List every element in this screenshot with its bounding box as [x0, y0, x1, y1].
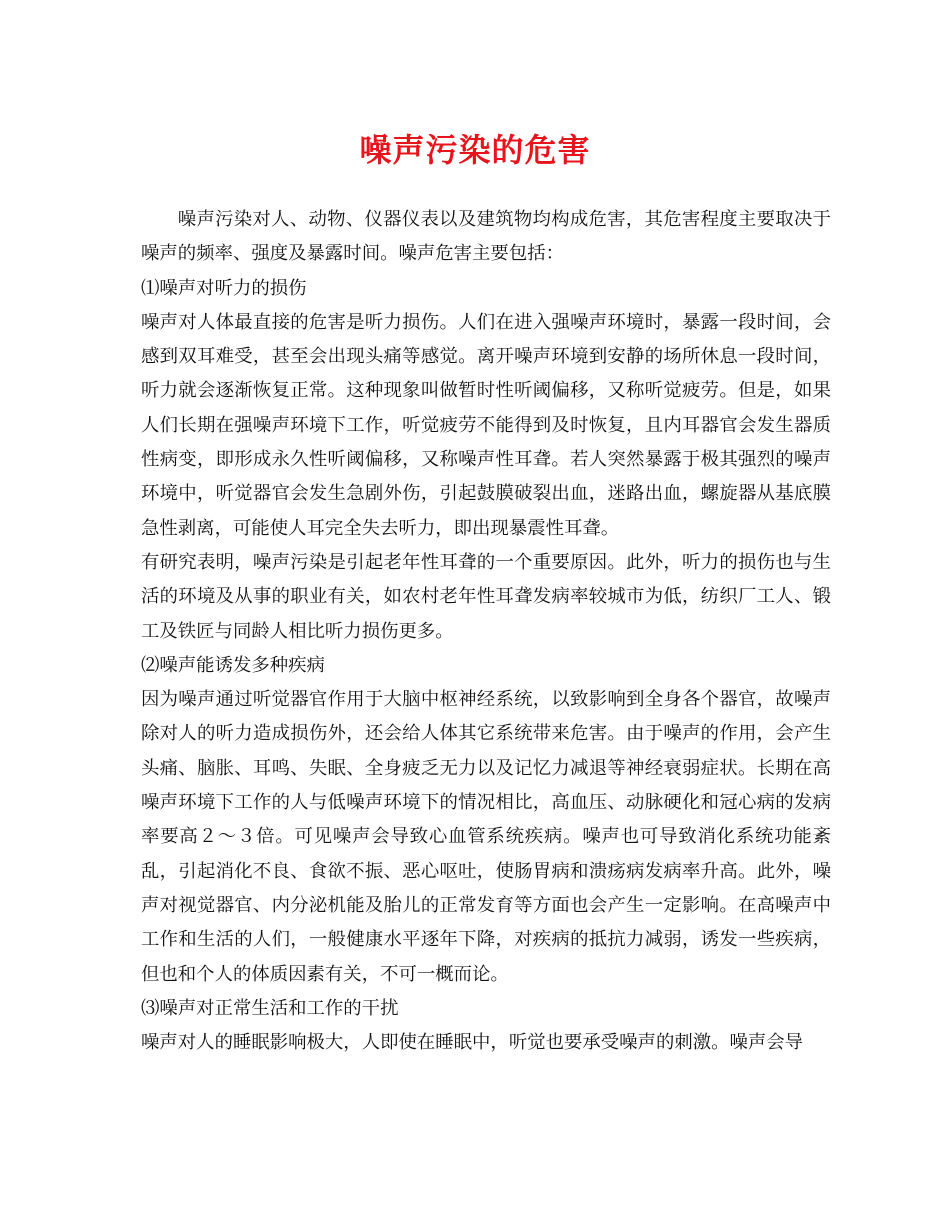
section-heading-diseases: ⑵噪声能诱发多种疾病	[141, 654, 325, 676]
body-paragraph: 因为噪声通过听觉器官作用于大脑中枢神经系统，以致影响到全身各个器官，故噪声除对人的听力造成损伤外，还会给人体其它系统带来危害。由于噪声的作用，会产生头痛、脑胀、耳鸣、失眠、全身疲乏无力以及记忆力减退等神经衰弱症状。长期在高噪声环境下工作的人与低噪声环境下的情况相比，高血压、动脉硬化和冠心病的发病率要高２～３倍。可见噪声会导致心血管系统疾病。噪声也可导致消化系统功能紊乱，引起消化不良、食欲不振、恶心呕吐，使肠胃病和溃疡病发病率升高。此外，噪声对视觉器官、内分泌机能及胎儿的正常发育等方面也会产生一定影响。在高噪声中工作和生活的人们，一般健康水平逐年下降，对疾病的抵抗力减弱，诱发一些疾病，但也和个人的体质因素有关，不可一概而论。	[141, 689, 831, 985]
document-title: 噪声污染的危害	[359, 131, 591, 169]
body-paragraph: 噪声对人的睡眠影响极大，人即使在睡眠中，听觉也要承受噪声的刺激。噪声会导	[141, 1032, 804, 1054]
intro-paragraph: 噪声污染对人、动物、仪器仪表以及建筑物均构成危害，其危害程度主要取决于噪声的频率、强度及暴露时间。噪声危害主要包括：	[141, 209, 831, 265]
document-body	[141, 203, 831, 1060]
section-heading-interference: ⑶噪声对正常生活和工作的干扰	[141, 997, 399, 1019]
section-heading-hearing-damage: ⑴噪声对听力的损伤	[141, 277, 307, 299]
body-paragraph: 有研究表明，噪声污染是引起老年性耳聋的一个重要原因。此外，听力的损伤也与生活的环境及从事的职业有关，如农村老年性耳聋发病率较城市为低，纺织厂工人、锻工及铁匠与同龄人相比听力损伤更多。	[141, 551, 831, 642]
body-paragraph: 噪声对人体最直接的危害是听力损伤。人们在进入强噪声环境时，暴露一段时间，会感到双耳难受，甚至会出现头痛等感觉。离开噪声环境到安静的场所休息一段时间，听力就会逐渐恢复正常。这种现象叫做暂时性听阈偏移，又称听觉疲劳。但是，如果人们长期在强噪声环境下工作，听觉疲劳不能得到及时恢复，且内耳器官会发生器质性病变，即形成永久性听阈偏移，又称噪声性耳聋。若人突然暴露于极其强烈的噪声环境中，听觉器官会发生急剧外伤，引起鼓膜破裂出血，迷路出血，螺旋器从基底膜急性剥离，可能使人耳完全失去听力，即出现暴震性耳聋。	[141, 311, 831, 539]
